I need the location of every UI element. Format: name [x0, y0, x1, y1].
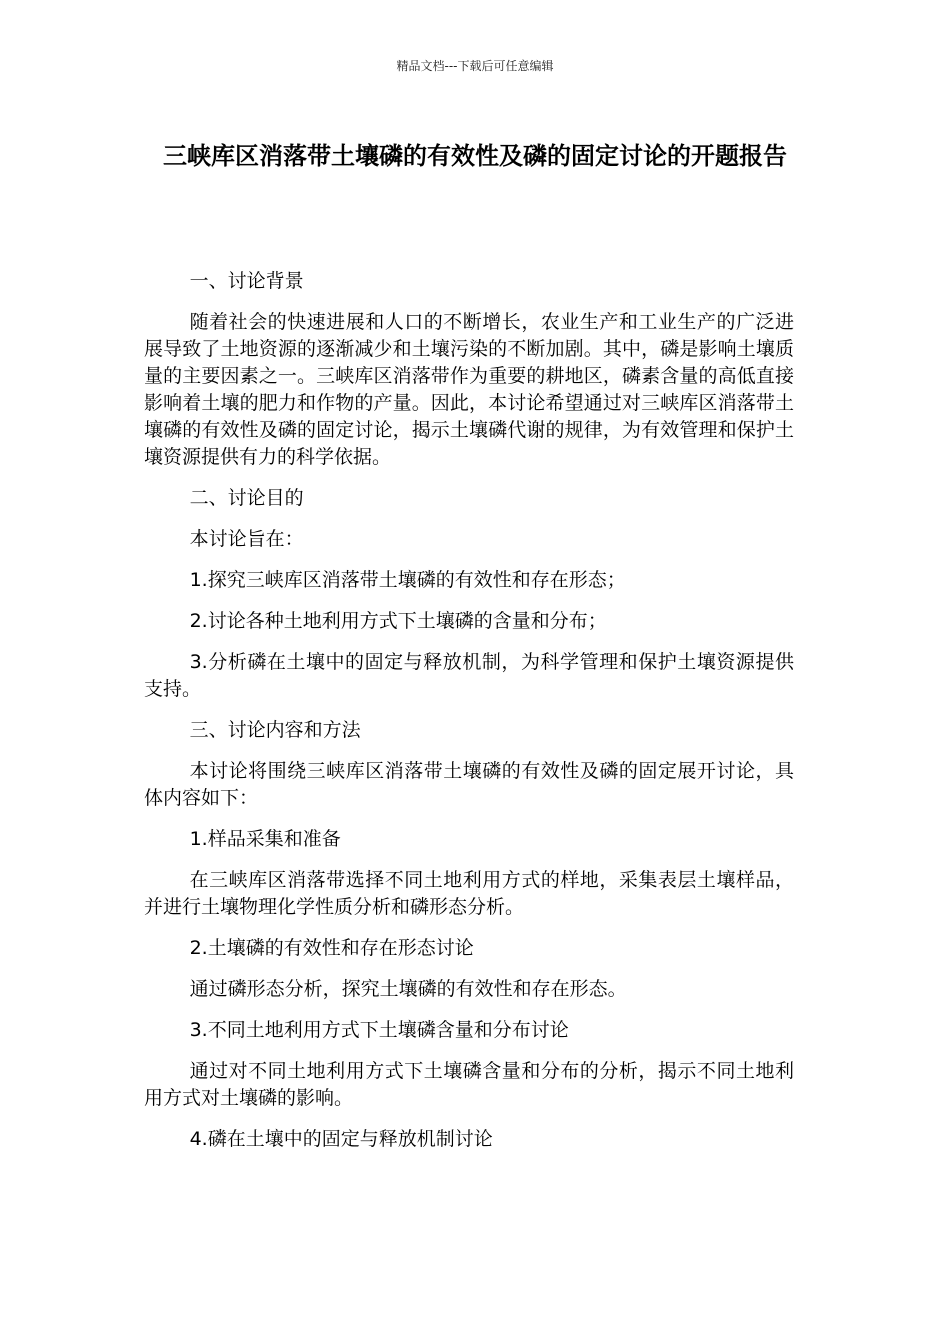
subheading-availability: 2.土壤磷的有效性和存在形态讨论 [189, 937, 474, 959]
page-header: 精品文档---下载后可任意编辑 [396, 59, 554, 73]
document-title: 三峡库区消落带土壤磷的有效性及磷的固定讨论的开题报告 [163, 142, 787, 170]
list-item-purpose-1: 1.探究三峡库区消落带土壤磷的有效性和存在形态； [189, 569, 626, 591]
list-item-purpose-2: 2.讨论各种土地利用方式下土壤磷的含量和分布； [189, 610, 607, 632]
paragraph-purpose-intro: 本讨论旨在： [189, 528, 304, 550]
section-heading-content-methods: 三、讨论内容和方法 [189, 719, 361, 741]
section-heading-background: 一、讨论背景 [189, 270, 304, 292]
paragraph-sampling: 在三峡库区消落带选择不同土地利用方式的样地，采集表层土壤样品，并进行土壤物理化学性质分析和磷形态分析。 [144, 869, 794, 918]
subheading-fixation: 4.磷在土壤中的固定与释放机制讨论 [189, 1128, 493, 1150]
list-item-purpose-3: 3.分析磷在土壤中的固定与释放机制，为科学管理和保护土壤资源提供支持。 [144, 651, 794, 700]
subheading-sampling: 1.样品采集和准备 [189, 828, 341, 850]
paragraph-land-use: 通过对不同土地利用方式下土壤磷含量和分布的分析，揭示不同土地利用方式对土壤磷的影响。 [144, 1060, 794, 1109]
paragraph-background: 随着社会的快速进展和人口的不断增长，农业生产和工业生产的广泛进展导致了土地资源的逐渐减少和土壤污染的不断加剧。其中，磷是影响土壤质量的主要因素之一。三峡库区消落带作为重要的耕地区，磷素含量的高低直接影响着土壤的肥力和作物的产量。因此，本讨论希望通过对三峡库区消落带土壤磷的有效性及磷的固定讨论，揭示土壤磷代谢的规律，为有效管理和保护土壤资源提供有力的科学依据。 [144, 311, 794, 468]
paragraph-availability: 通过磷形态分析，探究土壤磷的有效性和存在形态。 [189, 978, 627, 1000]
subheading-land-use: 3.不同土地利用方式下土壤磷含量和分布讨论 [189, 1019, 569, 1041]
paragraph-content-intro: 本讨论将围绕三峡库区消落带土壤磷的有效性及磷的固定展开讨论，具体内容如下： [144, 760, 794, 809]
section-heading-purpose: 二、讨论目的 [189, 487, 304, 509]
document-body [144, 268, 794, 1167]
